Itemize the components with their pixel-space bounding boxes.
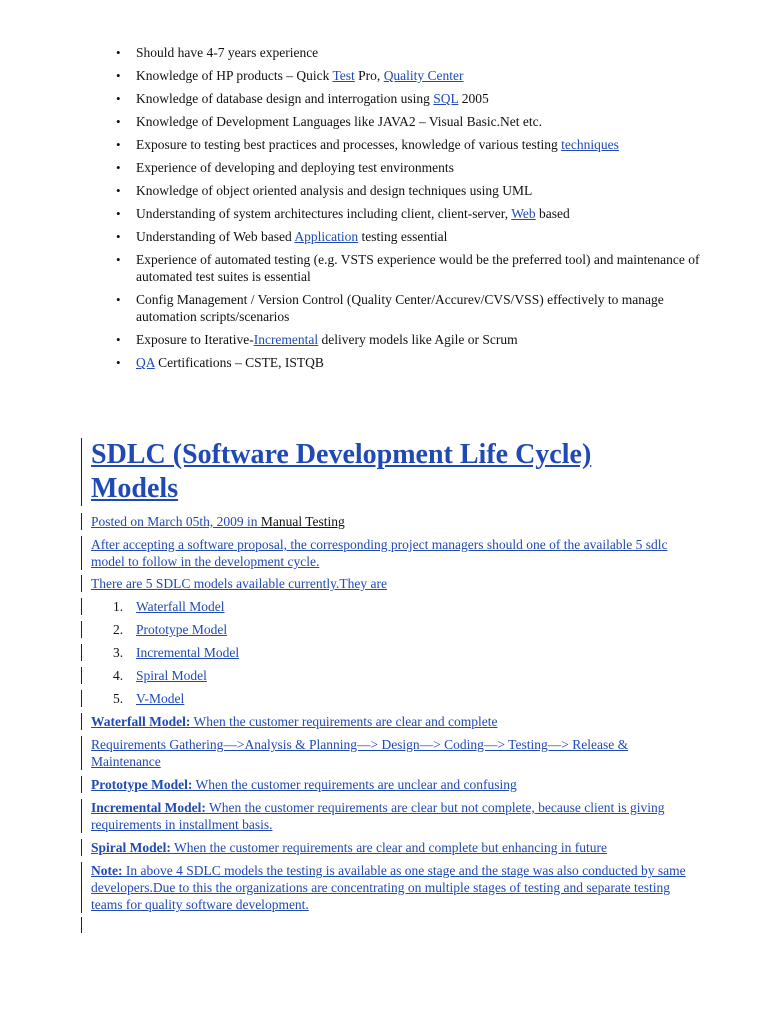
model-list-item xyxy=(81,667,691,684)
requirement-text: Exposure to Iterative- xyxy=(136,332,254,347)
requirement-text: based xyxy=(535,206,570,221)
inline-link[interactable]: SQL xyxy=(433,91,459,106)
spiral-text[interactable]: When the customer requirements are clear and complete but enhancing in future xyxy=(170,840,607,855)
model-number: 1. xyxy=(113,599,124,614)
model-list-item xyxy=(81,690,691,707)
requirement-text: Exposure to testing best practices and processes, knowledge of various testing xyxy=(136,137,562,152)
inline-link[interactable]: Application xyxy=(294,229,359,244)
requirement-text: Pro, xyxy=(354,68,384,83)
model-list-item xyxy=(81,621,691,638)
model-link[interactable]: Spiral Model xyxy=(136,668,207,683)
requirement-item xyxy=(113,354,713,371)
bullet-dot-icon: • xyxy=(116,137,121,152)
note-label[interactable]: Note: xyxy=(91,863,123,878)
model-link[interactable]: V-Model xyxy=(136,691,185,706)
note-text[interactable]: In above 4 SDLC models the testing is available as one stage and the stage was also conducted by same developers.Due to this the organizations are concentrating on multiple stages of testing and separate testing teams for quality software development. xyxy=(91,863,686,912)
requirement-text: 2005 xyxy=(458,91,489,106)
inline-link[interactable]: Incremental xyxy=(253,332,319,347)
waterfall-text[interactable]: When the customer requirements are clear and complete xyxy=(190,714,498,729)
incremental-paragraph[interactable] xyxy=(81,799,701,833)
requirement-item xyxy=(113,113,713,130)
model-link[interactable]: Waterfall Model xyxy=(136,599,225,614)
article-title-line2[interactable]: Models xyxy=(91,473,179,504)
empty-paragraph-marker xyxy=(81,917,82,933)
model-link[interactable]: Prototype Model xyxy=(136,622,228,637)
requirement-text: Knowledge of database design and interrogation using xyxy=(136,91,434,106)
model-number: 4. xyxy=(113,668,124,683)
inline-link[interactable]: techniques xyxy=(561,137,619,152)
bullet-dot-icon: • xyxy=(116,45,121,60)
bullet-dot-icon: • xyxy=(116,68,121,83)
bullet-dot-icon: • xyxy=(116,252,121,267)
requirement-text: Knowledge of object oriented analysis and design techniques using UML xyxy=(136,183,533,198)
bullet-dot-icon: • xyxy=(116,160,121,175)
article-title-line1[interactable]: SDLC (Software Development Life Cycle) xyxy=(91,439,592,470)
note-paragraph[interactable] xyxy=(81,862,701,913)
requirement-item xyxy=(113,90,713,107)
prototype-text[interactable]: When the customer requirements are unclear and confusing xyxy=(192,777,517,792)
requirement-item xyxy=(113,44,713,61)
model-list-item xyxy=(81,644,691,661)
requirement-text: Experience of developing and deploying test environments xyxy=(136,160,454,175)
sdlc-models-list xyxy=(81,598,691,713)
requirement-text: Understanding of Web based xyxy=(136,229,295,244)
requirement-item xyxy=(113,182,713,199)
requirement-item xyxy=(113,331,713,348)
requirement-item xyxy=(113,291,713,325)
models-intro[interactable] xyxy=(81,575,701,592)
waterfall-phases-text[interactable]: Requirements Gathering—>Analysis & Planning—> Design—> Coding—> Testing—> Release & Maintenance xyxy=(91,737,629,769)
requirement-text: Understanding of system architectures including client, client-server, xyxy=(136,206,512,221)
spiral-paragraph[interactable] xyxy=(81,839,701,856)
waterfall-paragraph[interactable] xyxy=(81,713,701,730)
bullet-dot-icon: • xyxy=(116,292,121,307)
bullet-dot-icon: • xyxy=(116,332,121,347)
bullet-dot-icon: • xyxy=(116,355,121,370)
requirement-text: delivery models like Agile or Scrum xyxy=(318,332,518,347)
requirement-text: Certifications – CSTE, ISTQB xyxy=(154,355,324,370)
models-intro-text[interactable]: There are 5 SDLC models available currently.They are xyxy=(91,576,387,591)
requirement-item xyxy=(113,136,713,153)
bullet-dot-icon: • xyxy=(116,91,121,106)
inline-link[interactable]: Test xyxy=(332,68,355,83)
waterfall-phases[interactable] xyxy=(81,736,701,770)
requirement-item xyxy=(113,205,713,222)
prototype-paragraph[interactable] xyxy=(81,776,701,793)
requirement-text: Config Management / Version Control (Quality Center/Accurev/CVS/VSS) effectively to manage automation scripts/scenarios xyxy=(136,292,664,324)
requirement-text: Knowledge of HP products – Quick xyxy=(136,68,333,83)
incremental-text[interactable]: When the customer requirements are clear but not complete, because client is giving requirements in installment basis. xyxy=(91,800,665,832)
inline-link[interactable]: Quality Center xyxy=(383,68,464,83)
requirements-list xyxy=(113,44,713,377)
inline-link[interactable]: QA xyxy=(136,355,155,370)
requirement-item xyxy=(113,67,713,84)
model-number: 3. xyxy=(113,645,124,660)
requirement-text: Experience of automated testing (e.g. VSTS experience would be the preferred tool) and maintenance of automated test suites is essential xyxy=(136,252,700,284)
intro-paragraph[interactable] xyxy=(81,536,701,570)
bullet-dot-icon: • xyxy=(116,206,121,221)
spiral-label[interactable]: Spiral Model: xyxy=(91,840,171,855)
incremental-label[interactable]: Incremental Model: xyxy=(91,800,206,815)
posted-line xyxy=(81,513,701,530)
model-list-item xyxy=(81,598,691,615)
waterfall-label[interactable]: Waterfall Model: xyxy=(91,714,191,729)
requirement-item xyxy=(113,251,713,285)
requirement-text: Knowledge of Development Languages like JAVA2 – Visual Basic.Net etc. xyxy=(136,114,542,129)
inline-link[interactable]: Web xyxy=(511,206,536,221)
requirement-item xyxy=(113,228,713,245)
requirement-text: testing essential xyxy=(358,229,448,244)
bullet-dot-icon: • xyxy=(116,114,121,129)
model-number: 2. xyxy=(113,622,124,637)
bullet-dot-icon: • xyxy=(116,183,121,198)
requirement-text: Should have 4-7 years experience xyxy=(136,45,319,60)
category-link[interactable]: Manual Testing xyxy=(260,514,345,529)
prototype-label[interactable]: Prototype Model: xyxy=(91,777,193,792)
bullet-dot-icon: • xyxy=(116,229,121,244)
article-title[interactable] xyxy=(81,438,701,506)
requirement-item xyxy=(113,159,713,176)
posted-date[interactable]: Posted on March 05th, 2009 in xyxy=(91,514,261,529)
model-link[interactable]: Incremental Model xyxy=(136,645,240,660)
intro-text[interactable]: After accepting a software proposal, the corresponding project managers should one of the available 5 sdlc model to follow in the development cycle. xyxy=(91,537,668,569)
model-number: 5. xyxy=(113,691,124,706)
